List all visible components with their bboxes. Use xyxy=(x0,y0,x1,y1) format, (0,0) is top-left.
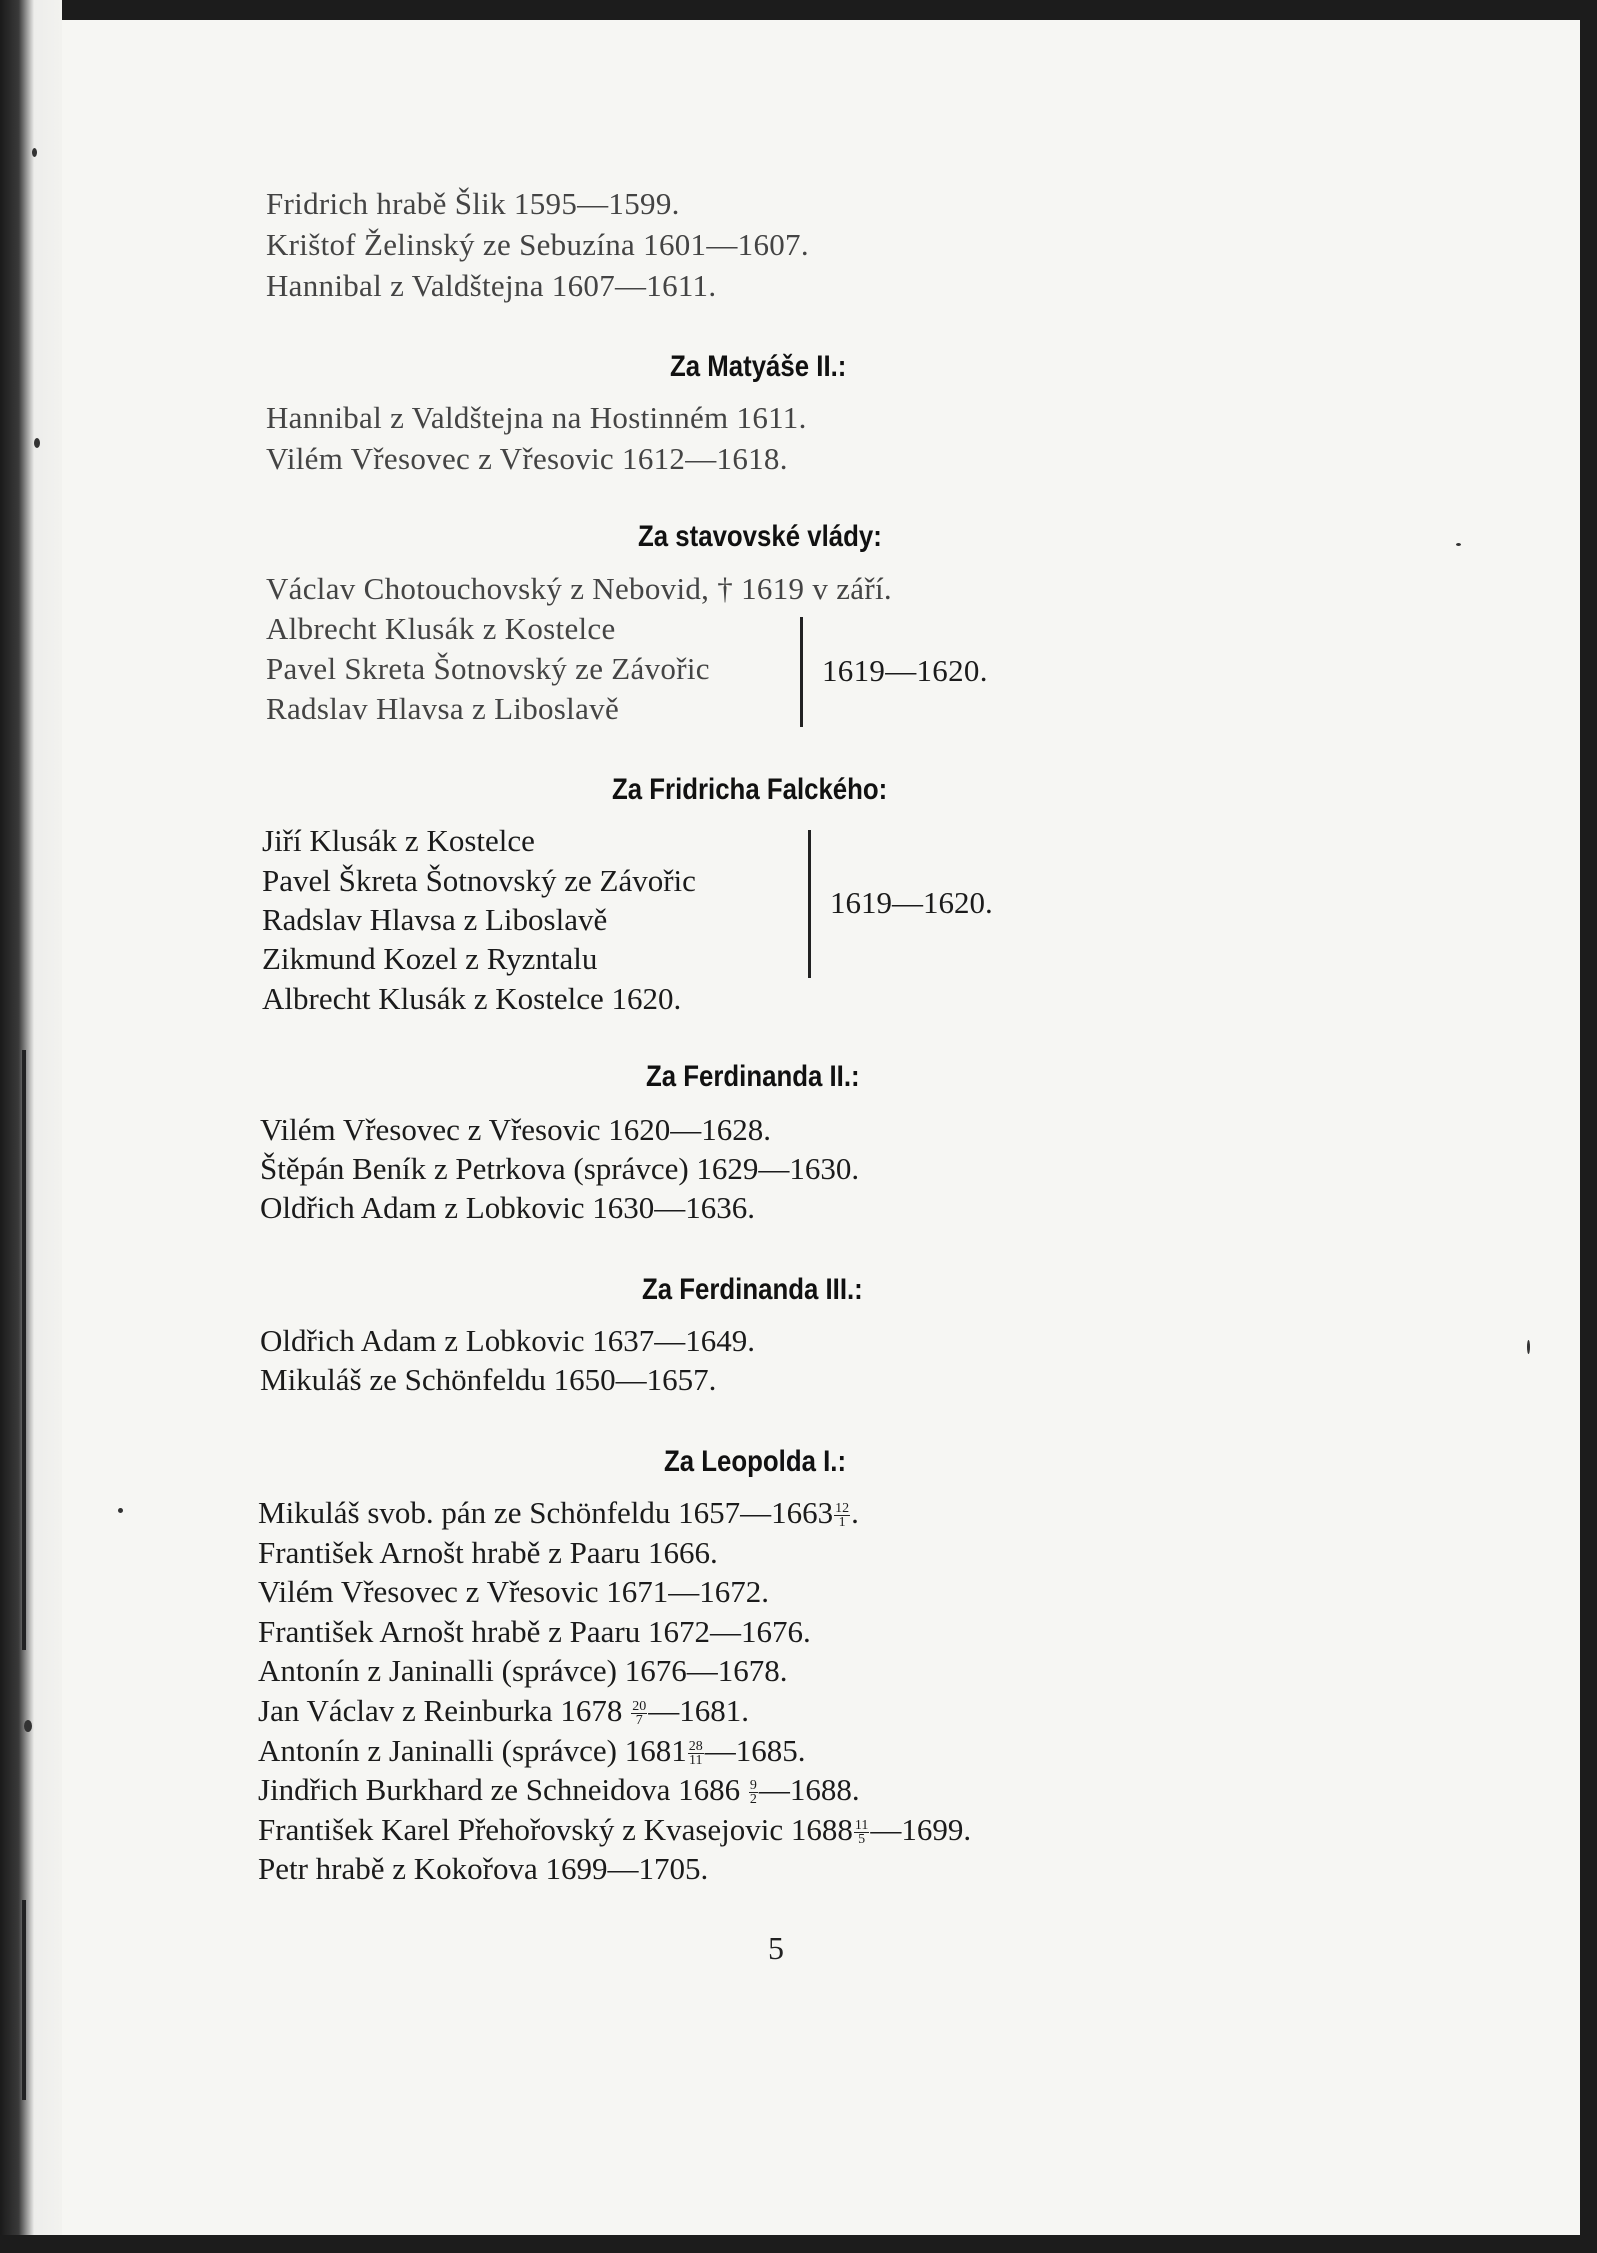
text-line: Jan Václav z Reinburka 1678 $\frac{20}{7}$ —1681. xyxy=(258,1693,749,1729)
scan-speck xyxy=(32,148,37,157)
text-line: Štěpán Beník z Petrkova (správce) 1629—1630. xyxy=(260,1151,860,1186)
date-range: 1619—1620. xyxy=(830,885,993,920)
text-line: Antonín z Janinalli (správce) 1681 $\frac{28}{11}$ —1685. xyxy=(258,1733,806,1769)
text-line: Hannibal z Valdštejna na Hostinném 1611. xyxy=(266,400,807,435)
text-line: Vilém Vřesovec z Vřesovic 1620—1628. xyxy=(260,1112,771,1147)
date-fraction: $\frac{9}{2}$ xyxy=(749,1778,757,1808)
text-line: Mikuláš svob. pán ze Schönfeldu 1657—1663 $\frac{12}{1}$ . xyxy=(258,1495,859,1531)
text-line: Václav Chotouchovský z Nebovid, † 1619 v září. xyxy=(266,571,892,606)
section-heading: Za Ferdinanda III.: xyxy=(642,1273,863,1306)
scan-speck xyxy=(1456,543,1461,546)
text-line: Vilém Vřesovec z Vřesovic 1671—1672. xyxy=(258,1574,769,1609)
book-binding xyxy=(0,0,62,2253)
date-fraction: $\frac{20}{7}$ xyxy=(632,1699,647,1729)
text-line: Jiří Klusák z Kostelce xyxy=(262,823,535,858)
text-line: Zikmund Kozel z Ryzntalu xyxy=(262,941,598,976)
text-line: Antonín z Janinalli (správce) 1676—1678. xyxy=(258,1653,788,1688)
text-line: František Arnošt hrabě z Paaru 1672—1676. xyxy=(258,1614,811,1649)
scan-speck xyxy=(118,1508,123,1513)
date-fraction: $\frac{12}{1}$ xyxy=(835,1501,850,1531)
scan-frame-top xyxy=(0,0,1597,20)
text-line: Krištof Želinský ze Sebuzína 1601—1607. xyxy=(266,227,809,262)
text-line: Albrecht Klusák z Kostelce xyxy=(266,611,616,646)
text-line: František Karel Přehořovský z Kvasejovic 1688 $\frac{11}{5}$ —1699. xyxy=(258,1812,972,1848)
text-line: Oldřich Adam z Lobkovic 1630—1636. xyxy=(260,1190,756,1225)
text-line: Albrecht Klusák z Kostelce 1620. xyxy=(262,981,682,1016)
text-line: Radslav Hlavsa z Liboslavě xyxy=(266,691,620,726)
text-line: Fridrich hrabě Šlik 1595—1599. xyxy=(266,186,680,221)
text-line: Oldřich Adam z Lobkovic 1637—1649. xyxy=(260,1323,756,1358)
text-line: Petr hrabě z Kokořova 1699—1705. xyxy=(258,1851,709,1886)
section-heading: Za Leopolda I.: xyxy=(664,1445,847,1478)
text-line: František Arnošt hrabě z Paaru 1666. xyxy=(258,1535,718,1570)
brace xyxy=(808,830,819,978)
scan-speck xyxy=(24,1720,32,1732)
date-range: 1619—1620. xyxy=(822,653,988,688)
binding-edge xyxy=(22,1050,26,1650)
scan-frame-right xyxy=(1580,0,1597,2253)
scan-speck xyxy=(34,438,40,448)
section-heading: Za Matyáše II.: xyxy=(670,350,847,383)
brace xyxy=(800,617,811,727)
date-fraction: $\frac{11}{5}$ xyxy=(854,1818,869,1848)
date-fraction: $\frac{28}{11}$ xyxy=(688,1739,703,1769)
binding-edge xyxy=(22,1900,26,2100)
text-line: Pavel Skreta Šotnovský ze Závořic xyxy=(266,651,710,686)
text-line: Mikuláš ze Schönfeldu 1650—1657. xyxy=(260,1362,717,1397)
text-line: Vilém Vřesovec z Vřesovic 1612—1618. xyxy=(266,441,788,476)
section-heading: Za stavovské vlády: xyxy=(638,520,882,553)
scan-speck xyxy=(1527,1340,1530,1354)
text-line: Pavel Škreta Šotnovský ze Závořic xyxy=(262,863,696,898)
text-line: Jindřich Burkhard ze Schneidova 1686 $\frac{9}{2}$ —1688. xyxy=(258,1772,860,1808)
page-number: 5 xyxy=(768,1930,784,1966)
section-heading: Za Fridricha Falckého: xyxy=(612,773,888,806)
section-heading: Za Ferdinanda II.: xyxy=(646,1060,860,1093)
text-line: Radslav Hlavsa z Liboslavě xyxy=(262,902,608,937)
scan-frame-bottom xyxy=(0,2235,1597,2253)
text-line: Hannibal z Valdštejna 1607—1611. xyxy=(266,268,717,303)
